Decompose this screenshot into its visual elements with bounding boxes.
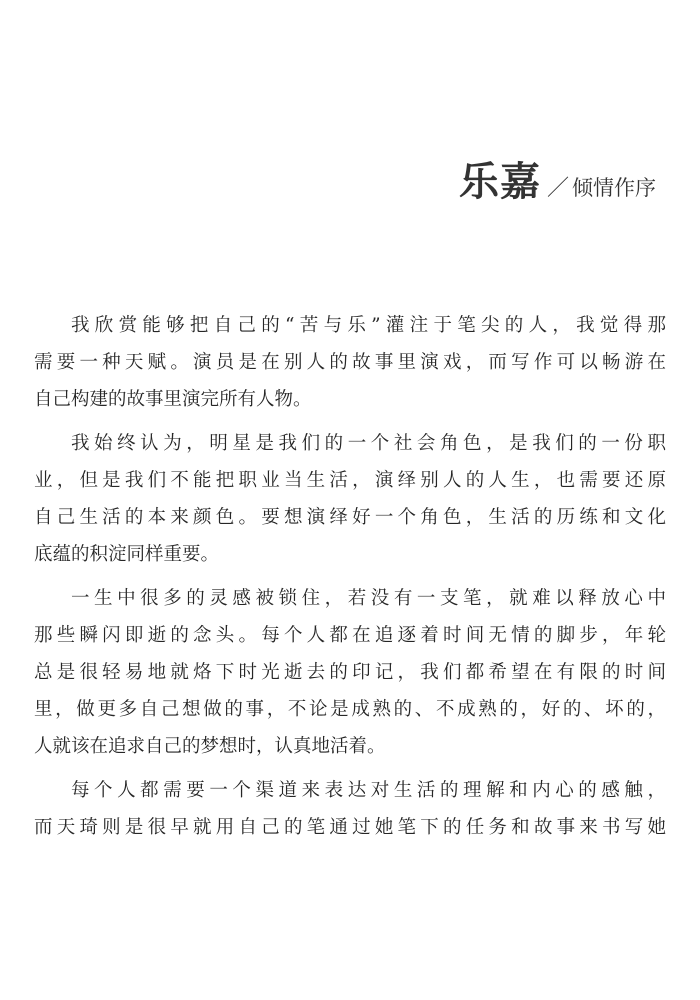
paragraph-1 <box>34 307 666 418</box>
title-separator: ／ <box>546 176 569 201</box>
paragraph-line: 一生中很多的灵感被锁住，若没有一支笔，就难以释放心中 <box>71 588 666 609</box>
paragraph-line: 那些瞬闪即逝的念头。每个人都在追逐着时间无情的脚步，年轮 <box>34 625 666 646</box>
preface-header <box>459 150 656 207</box>
paragraph-line: 我始终认为，明星是我们的一个社会角色，是我们的一份职 <box>71 433 666 454</box>
paragraph-4 <box>34 772 666 846</box>
paragraph-3 <box>34 580 666 765</box>
preface-subtitle: 倾情作序 <box>572 176 656 200</box>
paragraph-line: 需要一种天赋。演员是在别人的故事里演戏，而写作可以畅游在 <box>34 352 666 373</box>
preface-body <box>34 307 666 853</box>
paragraph-2 <box>34 425 666 573</box>
paragraph-line: 每个人都需要一个渠道来表达对生活的理解和内心的感触， <box>71 780 666 801</box>
paragraph-line: 自己构建的故事里演完所有人物。 <box>34 389 312 410</box>
paragraph-line: 自己生活的本来颜色。要想演绎好一个角色，生活的历练和文化 <box>34 507 666 528</box>
paragraph-line: 我欣赏能够把自己的“苦与乐”灌注于笔尖的人，我觉得那 <box>71 315 666 336</box>
paragraph-line: 而天琦则是很早就用自己的笔通过她笔下的任务和故事来书写她 <box>34 817 666 838</box>
paragraph-line: 业，但是我们不能把职业当生活，演绎别人的人生，也需要还原 <box>34 470 666 491</box>
paragraph-line: 里，做更多自己想做的事，不论是成熟的、不成熟的，好的、坏的， <box>34 699 666 720</box>
paragraph-line: 总是很轻易地就烙下时光逝去的印记，我们都希望在有限的时间 <box>34 662 666 683</box>
paragraph-line: 底蕴的积淀同样重要。 <box>34 544 220 565</box>
paragraph-line: 人就该在追求自己的梦想时，认真地活着。 <box>34 736 386 757</box>
author-name: 乐嘉 <box>458 158 541 205</box>
